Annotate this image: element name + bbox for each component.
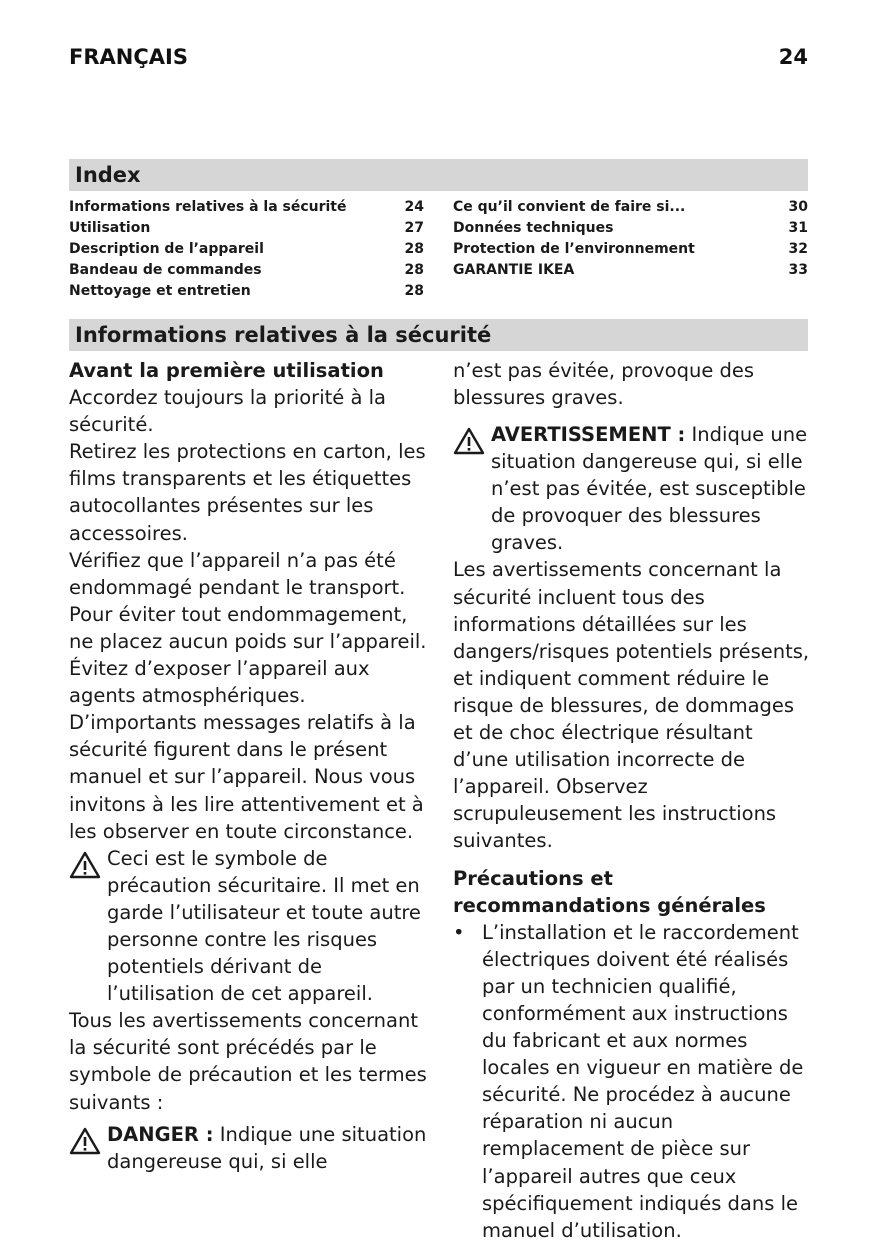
before-first-use-heading: Avant la première utilisation <box>69 359 384 382</box>
index-column-right <box>453 197 808 302</box>
index-column-left <box>69 197 424 302</box>
index-entry[interactable] <box>453 197 808 218</box>
precautions-heading: Précautions et recommandations générales <box>453 866 766 917</box>
index-entry-page: 31 <box>788 220 808 236</box>
danger-term: DANGER : <box>107 1122 214 1146</box>
index-title: Index <box>75 163 141 187</box>
page-header <box>69 42 808 72</box>
page-number: 24 <box>778 45 808 69</box>
index-entry-label: Nettoyage et entretien <box>69 283 251 299</box>
bullet-text: L’installation et le raccordement électriques doivent été réalisés par un technicien qualifié, conformément aux instructions du fabricant et aux normes locales en vigueur en matière de sécurité. Ne procédez à aucune réparation ni aucun remplacement de pièce sur l’appareil autres que ceux spécifiquement indiqués dans le manuel d’utilisation. <box>482 920 804 1242</box>
danger-block <box>69 1121 431 1175</box>
index-entry-label: Protection de l’environnement <box>453 241 695 257</box>
language-label: FRANÇAIS <box>69 45 188 69</box>
index-entry-label: Bandeau de commandes <box>69 262 262 278</box>
body-paragraph: Vérifiez que l’appareil n’a pas été endommagé pendant le transport. Pour éviter tout endommagement, ne placez aucun poids sur l’appareil. Évitez d’exposer l’appareil aux agents atmosphériques. <box>69 548 427 708</box>
index-entry-page: 32 <box>788 241 808 257</box>
index-entry-label: Ce qu’il convient de faire si... <box>453 199 686 215</box>
index-entry-label: Utilisation <box>69 220 151 236</box>
warning-term: AVERTISSEMENT : <box>491 423 686 446</box>
bullet-dot-icon: • <box>453 920 465 944</box>
index-entry-page: 28 <box>404 283 424 299</box>
index-entry[interactable] <box>69 218 424 239</box>
body-paragraph: Retirez les protections en carton, les films transparents et les étiquettes autocollantes présentes sur les accessoires. <box>69 440 426 545</box>
right-column <box>453 357 813 1244</box>
index-entry[interactable] <box>69 281 424 302</box>
body-paragraph: D’importants messages relatifs à la sécurité figurent dans le présent manuel et sur l’appareil. Nous vous invitons à les lire attentivement et à les observer en toute circonstance. <box>69 711 424 843</box>
safety-heading-bar <box>69 319 808 351</box>
index-heading-bar <box>69 159 808 191</box>
index-entry[interactable] <box>453 239 808 260</box>
index-entry[interactable] <box>69 260 424 281</box>
index-entry-page: 28 <box>404 262 424 278</box>
index-entry-page: 24 <box>404 199 424 215</box>
warning-triangle-icon <box>453 421 491 556</box>
index-entry[interactable] <box>453 218 808 239</box>
body-paragraph: Accordez toujours la priorité à la sécurité. <box>69 386 386 437</box>
index-entry-label: Données techniques <box>453 220 614 236</box>
warnings-paragraph: Les avertissements concernant la sécurité incluent tous des informations détaillées sur les dangers/risques potentiels présents, et indiquent comment réduire le risque de blessures, de dommages et de choc électrique résultant d’une utilisation incorrecte de l’appareil. Observez scrupuleusement les instructions suivantes. <box>453 558 810 853</box>
index-entry-page: 27 <box>404 220 424 236</box>
index-entry-page: 30 <box>788 199 808 215</box>
index-entry-label: GARANTIE IKEA <box>453 262 575 278</box>
index-entry[interactable] <box>69 239 424 260</box>
danger-text: Indique une situation dangereuse qui, si elle <box>107 1122 427 1173</box>
warning-text: Indique une situation dangereuse qui, si elle n’est pas évitée, est susceptible de provoquer des blessures graves. <box>491 423 808 555</box>
left-column <box>69 357 431 1175</box>
danger-text-continued: n’est pas évitée, provoque des blessures graves. <box>453 359 755 410</box>
index-entry-page: 33 <box>788 262 808 278</box>
warning-triangle-icon <box>69 845 107 1008</box>
warning-block <box>453 421 813 556</box>
index-entry[interactable] <box>453 260 808 281</box>
index-entry-label: Informations relatives à la sécurité <box>69 199 347 215</box>
safety-symbol-text: Ceci est le symbole de précaution sécuritaire. Il met en garde l’utilisateur et toute autre personne contre les risques potentiels dérivant de l’utilisation de cet appareil. <box>107 846 421 1006</box>
safety-symbol-block <box>69 845 431 1008</box>
safety-title: Informations relatives à la sécurité <box>75 323 492 347</box>
index-entry-label: Description de l’appareil <box>69 241 264 257</box>
index-entry[interactable] <box>69 197 424 218</box>
bullet-item <box>453 919 813 1244</box>
index-entry-page: 28 <box>404 241 424 257</box>
index-table <box>69 197 808 302</box>
preceded-paragraph: Tous les avertissements concernant la sécurité sont précédés par le symbole de précaution et les termes suivants : <box>69 1009 427 1114</box>
warning-triangle-icon <box>69 1121 107 1175</box>
